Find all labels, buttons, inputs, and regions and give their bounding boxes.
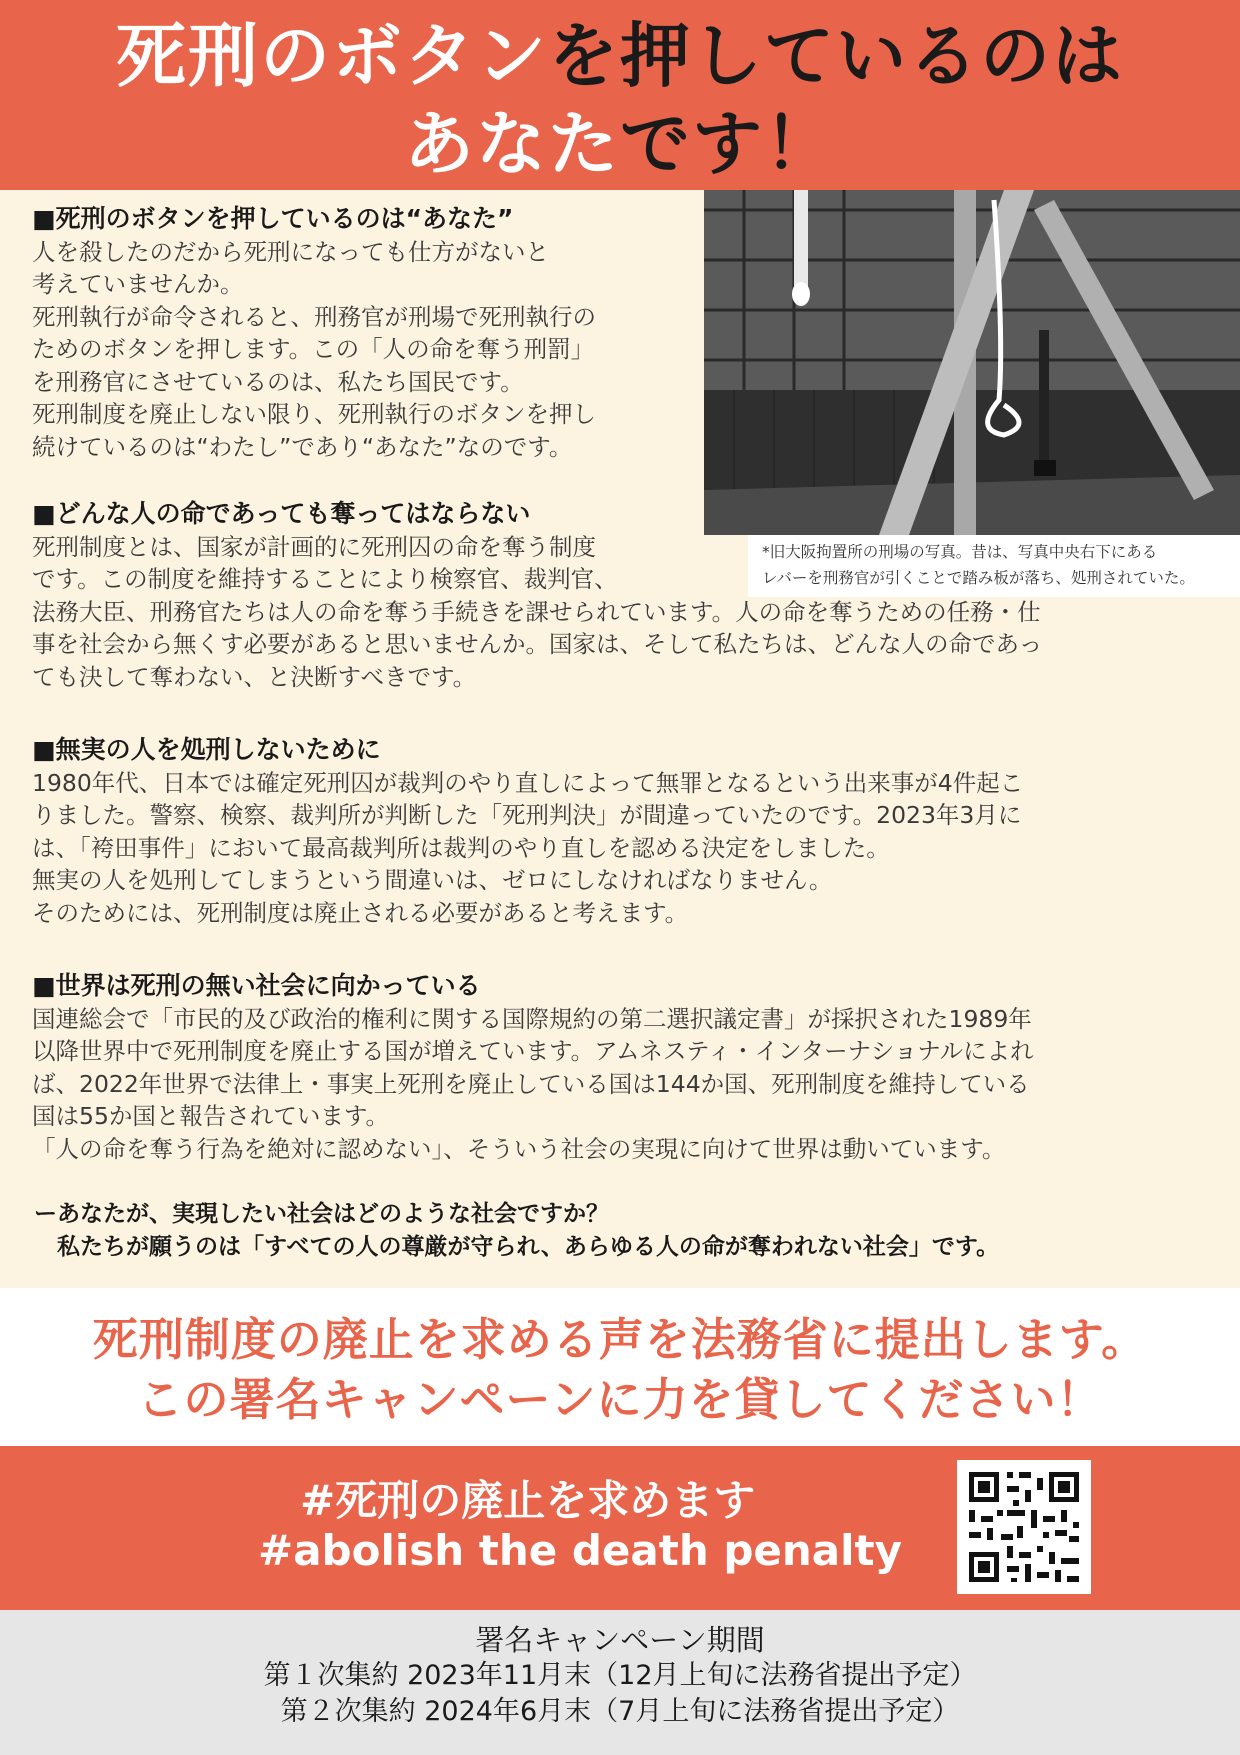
paragraph-line: 死刑執行が命令されると、刑務官が刑場で死刑執行の xyxy=(32,302,596,331)
paragraph-line: 国連総会で「市民的及び政治的権利に関する国際規約の第二選択議定書」が採択された1989年 xyxy=(32,1004,1032,1033)
paragraph-line: 以降世界中で死刑制度を廃止する国が増えています。アムネスティ・インターナショナルによれ xyxy=(32,1037,1034,1065)
section-2 xyxy=(32,498,1042,693)
paragraph-line: は、「袴田事件」において最高裁判所は裁判のやり直しを認める決定をしました。 xyxy=(32,833,890,862)
paragraph-line: 無実の人を処刑してしまうという間違いは、ゼロにしなければなりません。 xyxy=(32,866,833,894)
paragraph-line: 続けているのは“わたし”であり“あなた”なのです。 xyxy=(32,432,573,461)
campaign-period-title: 署名キャンペーン期間 xyxy=(475,1623,765,1657)
campaign-period xyxy=(0,1610,1240,1755)
section-4 xyxy=(32,970,1034,1165)
paragraph-line: ば、2022年世界で法律上・事実上死刑を廃止している国は144か国、死刑制度を維持している xyxy=(32,1069,1030,1098)
paragraph-line: 人を殺したのだから死刑になっても仕方がないと xyxy=(32,237,549,266)
paragraph-line: 1980年代、日本では確定死刑囚が裁判のやり直しによって無罪となるという出来事が4件起こ xyxy=(32,768,1024,797)
section-1 xyxy=(32,203,596,463)
campaign-period-line-1: 第１次集約 2023年11月末（12月上旬に法務省提出予定） xyxy=(263,1660,977,1691)
paragraph-line: を刑務官にさせているのは、私たち国民です。 xyxy=(32,367,524,396)
section-2-heading: ■どんな人の命であっても奪ってはならない xyxy=(32,499,531,528)
paragraph-line: そのためには、死刑制度は廃止される必要があると考えます。 xyxy=(32,898,689,927)
paragraph-line: ためのボタンを押します。この「人の命を奪う刑罰」 xyxy=(32,335,595,363)
paragraph-line: 死刑制度とは、国家が計画的に死刑囚の命を奪う制度 xyxy=(32,532,596,561)
section-1-heading: ■死刑のボタンを押しているのは“あなた” xyxy=(32,204,514,233)
qr-code-icon xyxy=(957,1460,1091,1594)
hashtag-jp[interactable]: #死刑の廃止を求めます xyxy=(300,1476,756,1525)
headline-line-1: 死刑のボタンを押しているのは xyxy=(116,15,1124,97)
paragraph-line: 考えていませんか。 xyxy=(32,270,244,298)
call-line-2: この署名キャンペーンに力を貸してください！ xyxy=(137,1373,1103,1426)
photo-caption: *旧大阪拘置所の刑場の写真。昔は、写真中央右下にある レバーを刑務官が引くことで踏み板が落ち、処刑されていた。 xyxy=(748,535,1240,597)
call-to-action xyxy=(0,1288,1240,1446)
call-line-1: 死刑制度の廃止を求める声を法務省に提出します。 xyxy=(92,1313,1148,1366)
headline-line-2: あなたです！ xyxy=(404,103,836,185)
photo-illustration xyxy=(704,190,1240,535)
paragraph-line: です。この制度を維持することにより検察官、裁判官、 xyxy=(32,565,618,593)
paragraph-line: 国は55か国と報告されています。 xyxy=(32,1102,390,1130)
section-4-heading: ■世界は死刑の無い社会に向かっている xyxy=(32,971,481,1000)
paragraph-line: 死刑制度を廃止しない限り、死刑執行のボタンを押し xyxy=(32,400,596,428)
section-3 xyxy=(32,734,1023,929)
paragraph-line: 「人の命を奪う行為を絶対に認めない」、そういう社会の実現に向けて世界は動いています。 xyxy=(32,1134,1006,1163)
execution-chamber-photo xyxy=(704,190,1240,535)
paragraph-line: 事を社会から無くす必要があると思いませんか。国家は、そして私たちは、どんな人の命であっ xyxy=(32,630,1043,658)
hashtag-en[interactable]: #abolish the death penalty xyxy=(258,1526,902,1575)
paragraph-line: ても決して奪わない、と決断すべきです。 xyxy=(32,662,477,691)
paragraph-line: りました。警察、検察、裁判所が判断した「死刑判決」が間違っていたのです。2023年3月に xyxy=(32,801,1022,829)
campaign-period-line-2: 第２次集約 2024年6月末（7月上旬に法務省提出予定） xyxy=(280,1696,960,1727)
section-3-heading: ■無実の人を処刑しないために xyxy=(32,735,381,764)
paragraph-line: 法務大臣、刑務官たちは人の命を奪う手続きを課せられています。人の命を奪うための任務・仕 xyxy=(32,597,1041,626)
headline-banner xyxy=(0,0,1240,190)
closing-question: ーあなたが、実現したい社会はどのような社会ですか？ 私たちが願うのは「すべての人の尊厳が守られ、あらゆる人の命が奪われない社会」です。 xyxy=(34,1201,1000,1260)
qr-code[interactable] xyxy=(957,1460,1091,1594)
